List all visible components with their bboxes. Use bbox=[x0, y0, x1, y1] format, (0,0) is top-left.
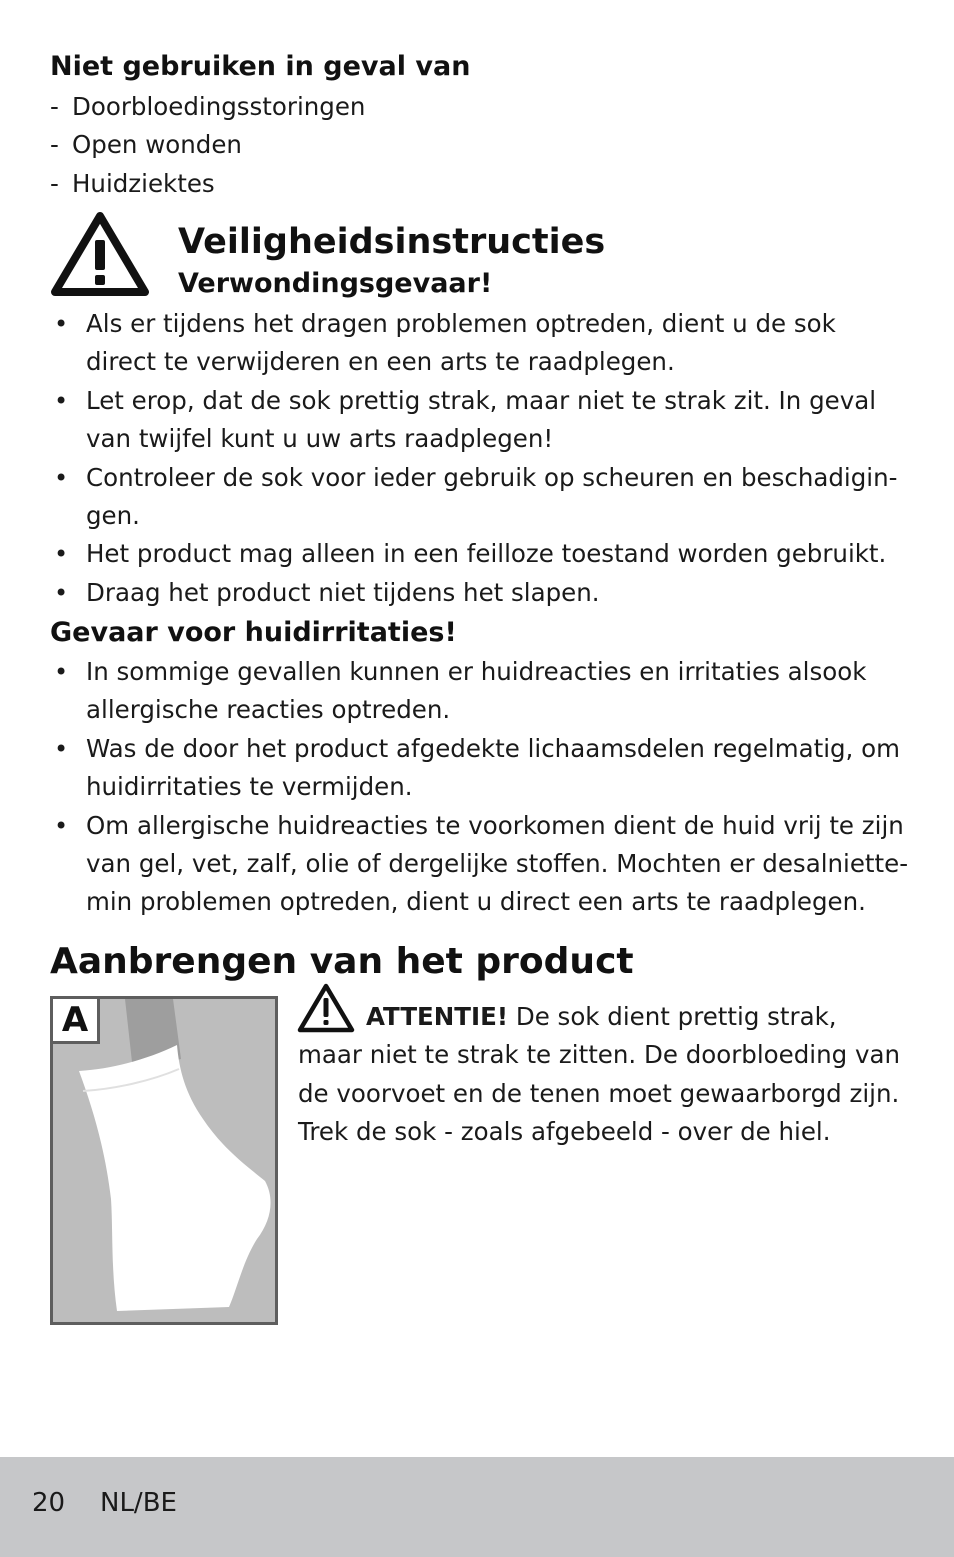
page-footer bbox=[0, 1457, 954, 1557]
list-item: • Let erop, dat de sok prettig strak, maar niet te strak zit. In geval van twijfel kunt u uw arts raadplegen! bbox=[50, 382, 910, 459]
injury-list bbox=[50, 305, 910, 612]
language-code: NL/BE bbox=[100, 1488, 177, 1518]
list-item: • In sommige gevallen kunnen er huidreacties en irritaties alsook allergische reacties optreden. bbox=[50, 653, 910, 730]
sock-illustration bbox=[53, 999, 278, 1325]
list-item: - Doorbloedingsstoringen bbox=[50, 88, 365, 126]
list-item: • Draag het product niet tijdens het slapen. bbox=[50, 574, 910, 612]
list-item: • Controleer de sok voor ieder gebruik op scheuren en beschadigingen. bbox=[50, 459, 910, 536]
skin-heading: Gevaar voor huidirritaties! bbox=[50, 617, 457, 648]
list-item: • Om allergische huidreacties te voorkomen dient de huid vrij te zijn van gel, vet, zalf, olie of dergelijke stoffen. Mochten er desalniettemin problemen optreden, dient u direct een arts te raadplegen. bbox=[50, 807, 910, 922]
skin-list bbox=[50, 653, 910, 922]
attention-paragraph bbox=[298, 998, 908, 1152]
contraindications-list bbox=[50, 88, 365, 203]
figure-a bbox=[50, 996, 278, 1325]
list-item: • Als er tijdens het dragen problemen optreden, dient u de sok direct te verwijderen en een arts te raadplegen. bbox=[50, 305, 910, 382]
safety-heading: Veiligheidsinstructies bbox=[178, 222, 606, 262]
attention-label: ATTENTIE! bbox=[366, 1002, 509, 1031]
contraindications-heading: Niet gebruiken in geval van bbox=[50, 51, 471, 82]
figure-label: A bbox=[50, 996, 100, 1044]
warning-triangle-icon bbox=[50, 210, 150, 298]
attention-text: De sok dient prettig strak, maar niet te strak te zitten. De doorbloeding van de voorvoet en de tenen moet gewaarborgd zijn. Trek de sok - zoals afgebeeld - over de hiel. bbox=[298, 1002, 900, 1147]
page-number: 20 bbox=[32, 1488, 66, 1518]
list-item: - Huidziektes bbox=[50, 165, 365, 203]
list-item: • Was de door het product afgedekte lichaamsdelen regelmatig, om huidirritaties te vermijden. bbox=[50, 730, 910, 807]
list-item: - Open wonden bbox=[50, 126, 365, 164]
application-heading: Aanbrengen van het product bbox=[50, 941, 634, 982]
injury-heading: Verwondingsgevaar! bbox=[178, 268, 493, 299]
list-item: • Het product mag alleen in een feilloze toestand worden gebruikt. bbox=[50, 535, 910, 573]
